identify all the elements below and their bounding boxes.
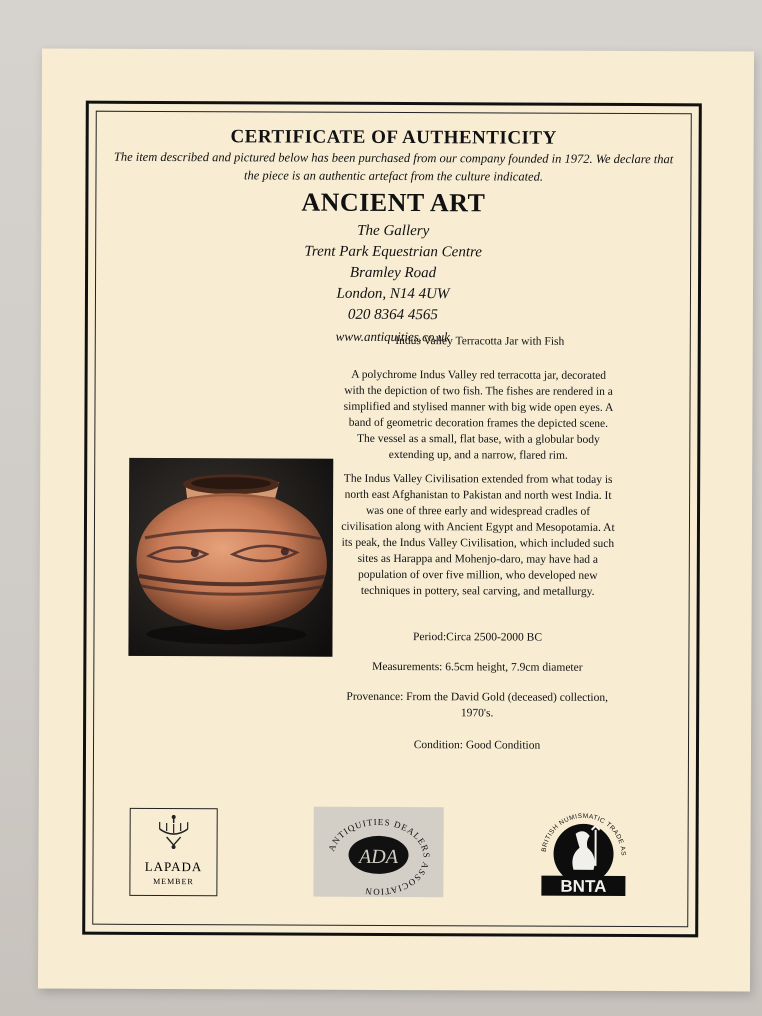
association-logos xyxy=(85,802,695,905)
ada-logo xyxy=(313,807,443,898)
address-line: Bramley Road xyxy=(349,264,437,282)
item-description: A polychrome Indus Valley red terracotta jar, decorated with the depiction of two fish. The fishes are rendered in a simplified and stylised manner with big wide open eyes. A band of geometric decoration frames the depicted scene. The vessel as a small, flat base, with a globular body extending up, and a narrow, flared rim. xyxy=(343,368,614,462)
terracotta-jar-image xyxy=(128,458,333,657)
bnta-name: BRITISH NUMISMATIC TRADE ASSOCIATION xyxy=(540,812,627,857)
provenance-text: Provenance: From the David Gold (deceased) collection, 1970's. xyxy=(346,690,609,720)
historical-context: The Indus Valley Civilisation extended from what today is north east Afghanistan to Pakistan and north west India. It was one of three early and widespread cradles of civilisation along with Ancient Egypt and Mesopotamia. At its peak, the Indus Valley Civilisation, which included such sites as Harappa and Mohenjo-daro, may have had a population of over five million, who developed new techniques in pottery, seal carving, and metallurgy. xyxy=(341,472,615,598)
address-line: London, N14 4UW xyxy=(336,285,450,303)
bnta-initials: BNTA xyxy=(560,876,607,896)
certificate-paper xyxy=(38,48,754,991)
address-line: The Gallery xyxy=(357,222,430,240)
jar-photo xyxy=(128,458,333,657)
lapada-member-label: MEMBER xyxy=(153,876,194,887)
condition-text: Condition: Good Condition xyxy=(413,739,541,752)
ada-emblem-icon xyxy=(313,807,443,898)
measurements-text: Measurements: 6.5cm height, 7.9cm diameter xyxy=(372,660,583,674)
ada-initials: ADA xyxy=(359,845,399,869)
certificate-title: CERTIFICATE OF AUTHENTICITY xyxy=(230,126,557,149)
ada-name: ANTIQUITIES DEALERS ASSOCIATION xyxy=(326,816,432,898)
company-address xyxy=(88,220,699,349)
lapada-name: LAPADA xyxy=(144,858,203,875)
item-title: Indus Valley Terracotta Jar with Fish xyxy=(395,334,565,348)
website-url: www.antiquities.co.uk xyxy=(335,328,450,345)
declaration-text: The item described and pictured below has been purchased from our company founded in 1972. We declare that the piece is an authentic artefact from the culture indicated. xyxy=(113,149,674,184)
certificate-border xyxy=(82,101,702,938)
phone-number: 020 8364 4565 xyxy=(347,306,438,324)
lapada-logo xyxy=(129,808,217,896)
bnta-emblem-icon xyxy=(531,804,635,900)
period-text: Period:Circa 2500-2000 BC xyxy=(412,631,543,644)
company-name: ANCIENT ART xyxy=(301,187,486,218)
chandelier-icon xyxy=(131,809,217,859)
address-line: Trent Park Equestrian Centre xyxy=(304,243,483,261)
bnta-logo xyxy=(531,804,635,900)
